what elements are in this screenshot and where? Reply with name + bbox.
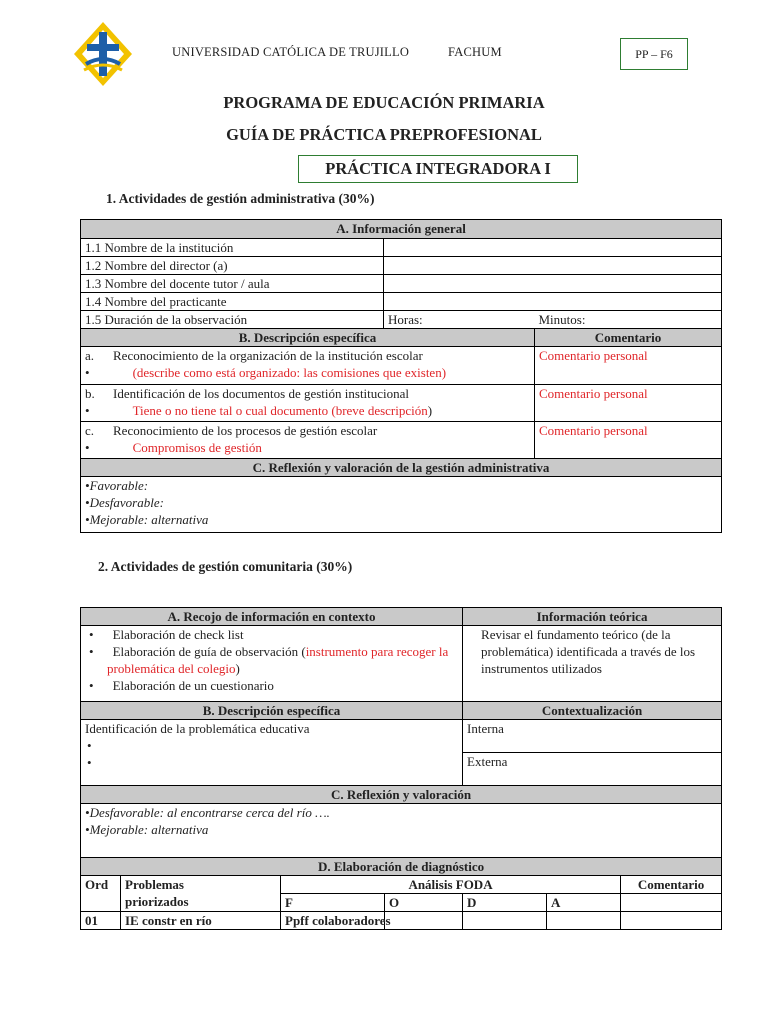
foda-d: D xyxy=(463,894,547,912)
col-ord: Ord xyxy=(81,876,121,912)
item-c-comment: Comentario personal xyxy=(535,422,722,459)
row-comment[interactable] xyxy=(621,912,722,930)
description-header: B. Descripción específica xyxy=(81,329,535,347)
guide-item-post: ) xyxy=(235,661,240,676)
item-a xyxy=(81,347,535,385)
faculty-name: FACHUM xyxy=(448,45,502,59)
row-problem: IE constr en río xyxy=(121,912,281,930)
foda-f: F xyxy=(281,894,385,912)
col-problems-line2: priorizados xyxy=(125,894,189,909)
item-b-comment: Comentario personal xyxy=(535,385,722,422)
row-d[interactable] xyxy=(463,912,547,930)
description-header-2: B. Descripción específica xyxy=(81,702,463,720)
form-code: PP – F6 xyxy=(620,38,688,70)
guide-item-red2: problemática del colegio xyxy=(107,661,236,676)
program-title: PROGRAMA DE EDUCACIÓN PRIMARIA xyxy=(223,93,545,112)
row-ord: 01 xyxy=(81,912,121,930)
practice-title: PRÁCTICA INTEGRADORA I xyxy=(298,155,578,183)
reflection-list-2: •Desfavorable: al encontrarse cerca del río …. •Mejorable: alternativa xyxy=(81,804,722,858)
foda-o: O xyxy=(385,894,463,912)
reflection-improvable: Mejorable: alternativa xyxy=(89,512,209,527)
item-b-letter: b. xyxy=(85,386,95,401)
context-header: A. Recojo de información en contexto xyxy=(81,608,463,626)
item-a-text: Reconocimiento de la organización de la institución escolar xyxy=(113,348,423,363)
tutor-value[interactable] xyxy=(384,275,722,293)
problem-identification: Identificación de la problemática educativa • • xyxy=(81,720,463,786)
row-a[interactable] xyxy=(547,912,621,930)
reflection-improvable-2: Mejorable: alternativa xyxy=(89,822,209,837)
questionnaire-item: Elaboración de un cuestionario xyxy=(112,678,274,693)
admin-table xyxy=(80,219,722,533)
reflection-header-2: C. Reflexión y valoración xyxy=(81,786,722,804)
info-general-header: A. Información general xyxy=(81,220,722,239)
foda-a: A xyxy=(547,894,621,912)
diagnosis-header: D. Elaboración de diagnóstico xyxy=(81,858,722,876)
theory-header: Información teórica xyxy=(463,608,722,626)
theory-text: Revisar el fundamento teórico (de la problemática) identificada a través de los instrumentos utilizados xyxy=(463,626,722,702)
row-director: 1.2 Nombre del director (a) xyxy=(81,257,384,275)
reflection-unfavorable-2: Desfavorable: al encontrarse cerca del río …. xyxy=(89,805,330,820)
university-name: UNIVERSIDAD CATÓLICA DE TRUJILLO xyxy=(172,45,410,59)
item-a-letter: a. xyxy=(85,348,95,363)
row-tutor: 1.3 Nombre del docente tutor / aula xyxy=(81,275,384,293)
reflection-list: •Favorable: •Desfavorable: •Mejorable: alternativa xyxy=(81,477,722,533)
row-institution: 1.1 Nombre de la institución xyxy=(81,239,384,257)
internal-label: Interna xyxy=(463,720,722,753)
section1-heading: 1. Actividades de gestión administrativa (30%) xyxy=(106,191,375,206)
university-logo xyxy=(72,20,134,88)
col-problems-line1: Problemas xyxy=(125,877,184,892)
minutes-label: Minutos: xyxy=(535,311,722,329)
guide-item-red1: instrumento para recoger la xyxy=(305,644,449,659)
col-comment: Comentario xyxy=(621,876,722,894)
row-duration: 1.5 Duración de la observación xyxy=(81,311,384,329)
guide-item-pre: Elaboración de guía de observación ( xyxy=(112,644,306,659)
item-c-text: Reconocimiento de los procesos de gestión escolar xyxy=(113,423,378,438)
col-problems xyxy=(121,876,281,912)
reflection-favorable: Favorable: xyxy=(89,478,149,493)
institution-value[interactable] xyxy=(384,239,722,257)
item-b xyxy=(81,385,535,422)
section2-heading: 2. Actividades de gestión comunitaria (30%) xyxy=(98,559,353,574)
external-label: Externa xyxy=(463,753,722,786)
checklist-item: Elaboración de check list xyxy=(112,627,244,642)
item-b-bullet: Tiene o no tiene tal o cual documento (breve descripción xyxy=(132,403,428,418)
item-c-bullet: Compromisos de gestión xyxy=(132,440,262,455)
director-value[interactable] xyxy=(384,257,722,275)
col-foda: Análisis FODA xyxy=(281,876,621,894)
item-c xyxy=(81,422,535,459)
item-b-bullet-tail: ) xyxy=(427,403,433,418)
context-list xyxy=(81,626,463,702)
contextualization-header: Contextualización xyxy=(463,702,722,720)
row-practitioner: 1.4 Nombre del practicante xyxy=(81,293,384,311)
community-table xyxy=(80,607,722,930)
item-a-comment: Comentario personal xyxy=(535,347,722,385)
item-c-letter: c. xyxy=(85,423,95,438)
reflection-header: C. Reflexión y valoración de la gestión administrativa xyxy=(81,459,722,477)
row-f: Ppff colaboradores xyxy=(281,912,385,930)
comment-cell-header-blank[interactable] xyxy=(621,894,722,912)
comment-header: Comentario xyxy=(535,329,722,347)
guide-title: GUÍA DE PRÁCTICA PREPROFESIONAL xyxy=(226,125,542,144)
item-b-text: Identificación de los documentos de gestión institucional xyxy=(113,386,410,401)
item-a-bullet: (describe como está organizado: las comisiones que existen) xyxy=(132,365,447,380)
reflection-unfavorable: Desfavorable: xyxy=(89,495,164,510)
row-o[interactable] xyxy=(385,912,463,930)
problem-identification-text: Identificación de la problemática educativa xyxy=(85,721,310,736)
practitioner-value[interactable] xyxy=(384,293,722,311)
hours-label: Horas: xyxy=(384,311,535,329)
